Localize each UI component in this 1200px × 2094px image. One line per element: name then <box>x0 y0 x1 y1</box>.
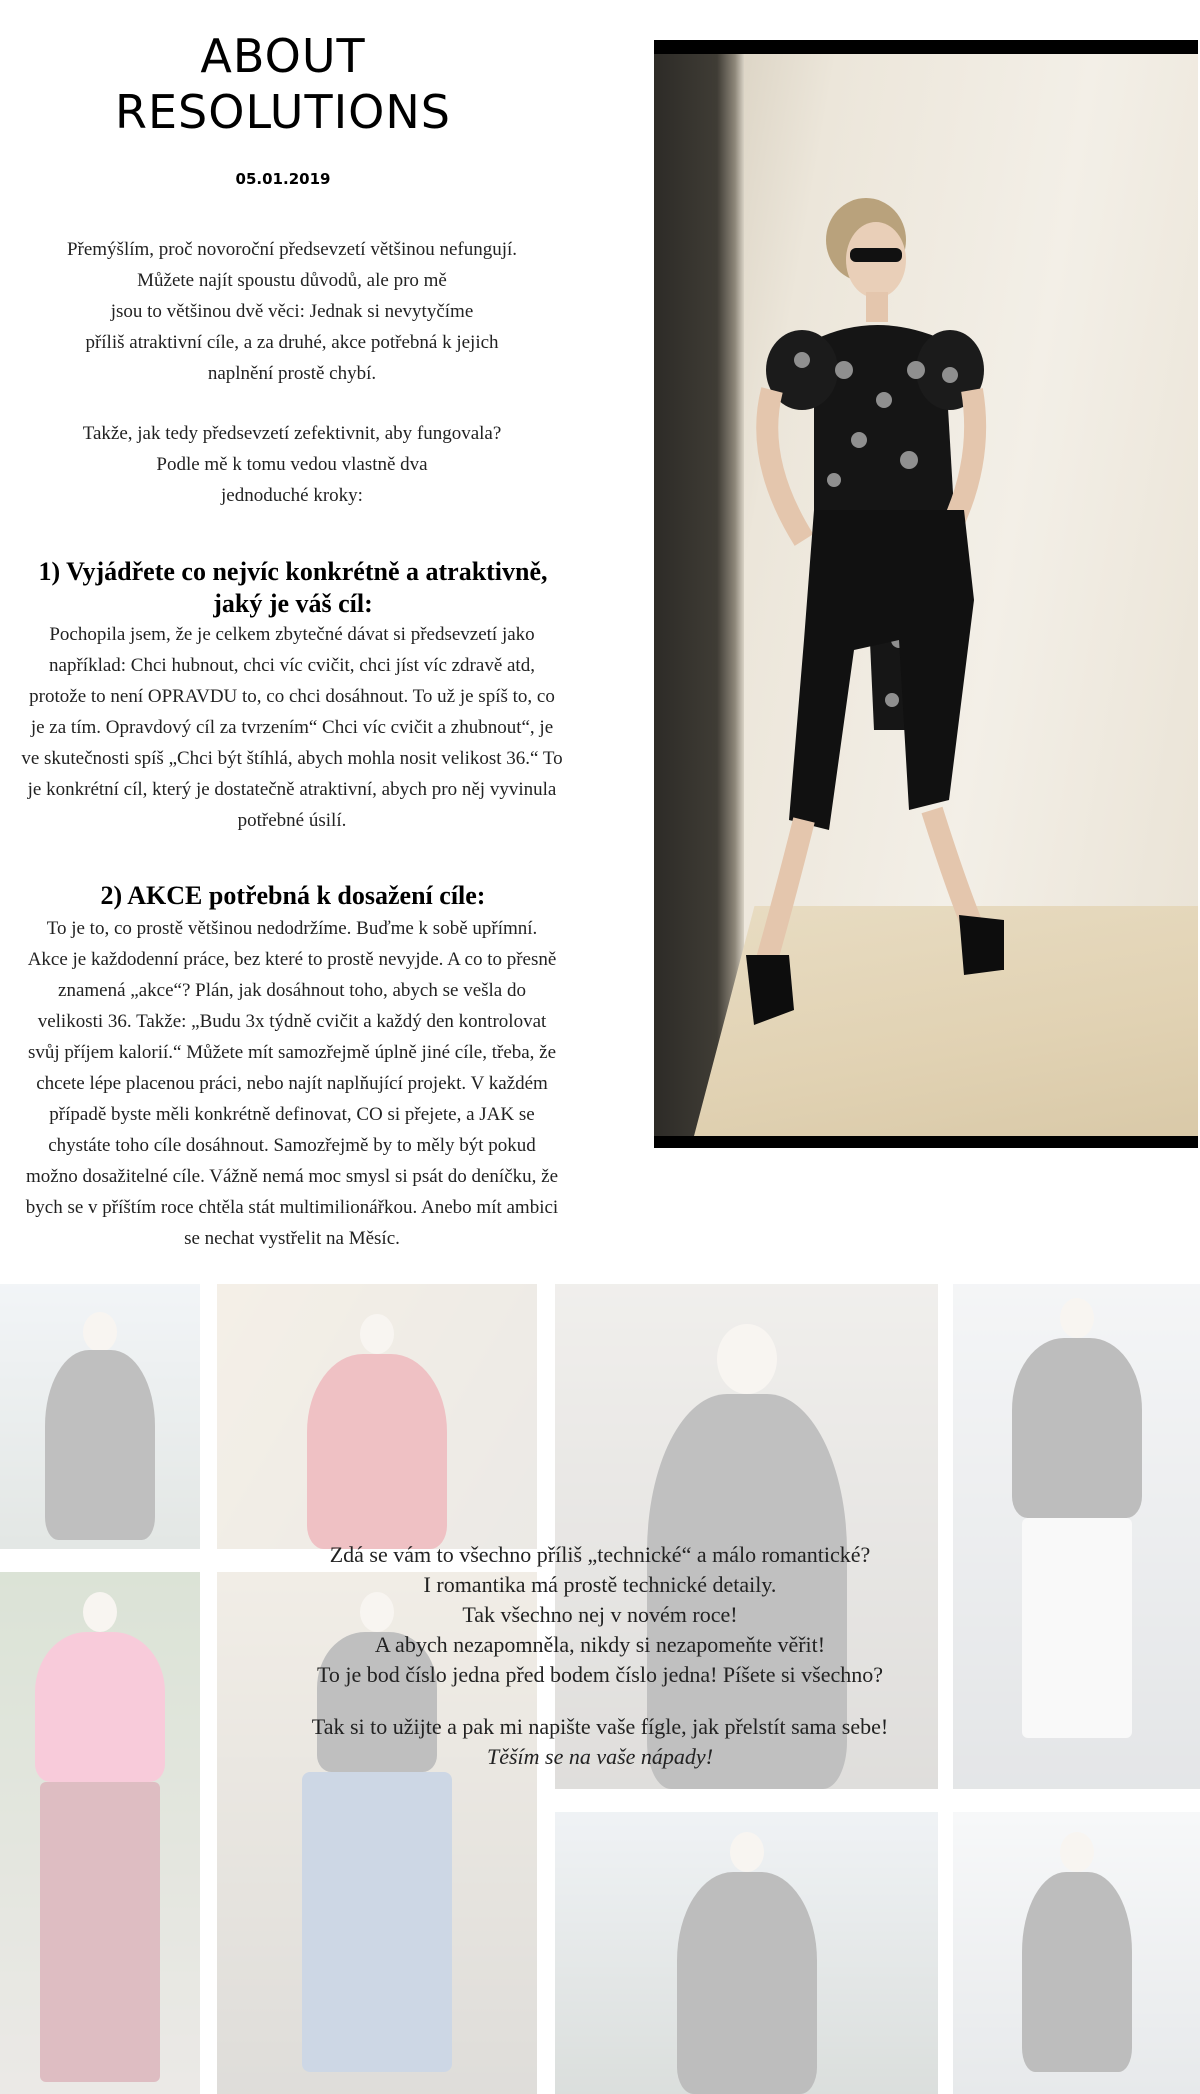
outro-text <box>240 1540 960 1772</box>
step2-heading-line: 2) AKCE potřebná k dosažení cíle: <box>100 881 486 910</box>
step2-line: bych se v příštím roce chtěla stát multimilionářkou. Anebo mít ambici <box>25 1197 559 1218</box>
model-figure <box>654 40 1198 1148</box>
outro-spacer <box>240 1690 960 1712</box>
step2-line: svůj příjem kalorií.“ Můžete mít samozřejmě úplně jiné cíle, třeba, že <box>27 1042 557 1063</box>
step1-line: je konkrétní cíl, který je dostatečně atraktivní, abych pro něj vyvinula <box>27 779 557 800</box>
intro-line: Můžete najít spoustu důvodů, ale pro mě <box>137 270 447 291</box>
intro-paragraph <box>18 234 566 389</box>
outro-line: Tak všechno nej v novém roce! <box>462 1602 738 1627</box>
step1-line: protože to není OPRAVDU to, co chci dosáhnout. To už je spíš to, co <box>29 686 555 707</box>
step1-line: například: Chci hubnout, chci víc cvičit, chci jíst víc zdravě atd, <box>49 655 535 676</box>
question-paragraph <box>18 418 566 511</box>
step2-line: To je to, co prostě většinou nedodržíme. Buďme k sobě upřímní. <box>46 918 538 939</box>
step1-heading-line: jaký je váš cíl: <box>213 589 373 618</box>
question-line: Takže, jak tedy předsevzetí zefektivnit, aby fungovala? <box>82 423 502 444</box>
step2-line: velikosti 36. Takže: „Budu 3x týdně cvičit a každý den kontrolovat <box>37 1011 547 1032</box>
closing-line: Tak si to užijte a pak mi napište vaše fígle, jak přelstít sama sebe! <box>311 1714 889 1739</box>
step2-line: případě byste měli konkrétně definovat, CO si přejete, a JAK se <box>49 1104 535 1125</box>
question-line: Podle mě k tomu vedou vlastně dva <box>156 454 428 475</box>
outro-line: Zdá se vám to všechno příliš „technické“ a málo romantické? <box>329 1542 871 1567</box>
title-line-1: ABOUT <box>200 29 366 83</box>
step2-line: se nechat vystřelit na Měsíc. <box>184 1228 400 1249</box>
step2-line: znamená „akce“? Plán, jak dosáhnout toho, abych se vešla do <box>58 980 526 1001</box>
step2-line: Akce je každodenní práce, bez které to prostě nevyjde. A co to přesně <box>27 949 557 970</box>
step1-heading-line: 1) Vyjádřete co nejvíc konkrétně a atraktivně, <box>38 557 548 586</box>
intro-line: příliš atraktivní cíle, a za druhé, akce potřebná k jejich <box>85 332 499 353</box>
step1-body <box>18 619 566 836</box>
intro-line: jsou to většinou dvě věci: Jednak si nevytyčíme <box>110 301 474 322</box>
question-line: jednoduché kroky: <box>221 485 363 506</box>
step1-line: je za tím. Opravdový cíl za tvrzením“ Chci víc cvičit a zhubnout“, je <box>30 717 554 738</box>
title-line-2: RESOLUTIONS <box>115 85 451 139</box>
step2-heading <box>10 880 576 912</box>
step2-body <box>18 913 566 1254</box>
intro-line: Přemýšlím, proč novoroční předsevzetí většinou nefungují. <box>66 239 518 260</box>
outro-line: To je bod číslo jedna před bodem číslo jedna! Píšete si všechno? <box>316 1662 884 1687</box>
step1-heading <box>10 556 576 620</box>
post-date: 05.01.2019 <box>235 170 331 188</box>
step1-line: ve skutečnosti spíš „Chci být štíhlá, abych mohla nosit velikost 36.“ To <box>21 748 563 769</box>
hero-photo <box>654 40 1198 1148</box>
outro-line: I romantika má prostě technické detaily. <box>423 1572 777 1597</box>
intro-line: naplnění prostě chybí. <box>207 363 377 384</box>
step1-line: Pochopila jsem, že je celkem zbytečné dávat si předsevzetí jako <box>49 624 535 645</box>
step1-line: potřebné úsilí. <box>237 810 347 831</box>
outro-line: A abych nezapomněla, nikdy si nezapomeňte věřit! <box>374 1632 826 1657</box>
article-title <box>0 28 566 140</box>
step2-line: možno dosažitelné cíle. Vážně nemá moc smysl si psát do deníčku, že <box>25 1166 559 1187</box>
step2-line: chystáte toho cíle dosáhnout. Samozřejmě by to měly být pokud <box>48 1135 536 1156</box>
step2-line: chcete lépe placenou práci, nebo najít naplňující projekt. V každém <box>36 1073 548 1094</box>
signoff-line: Těším se na vaše nápady! <box>486 1744 714 1769</box>
